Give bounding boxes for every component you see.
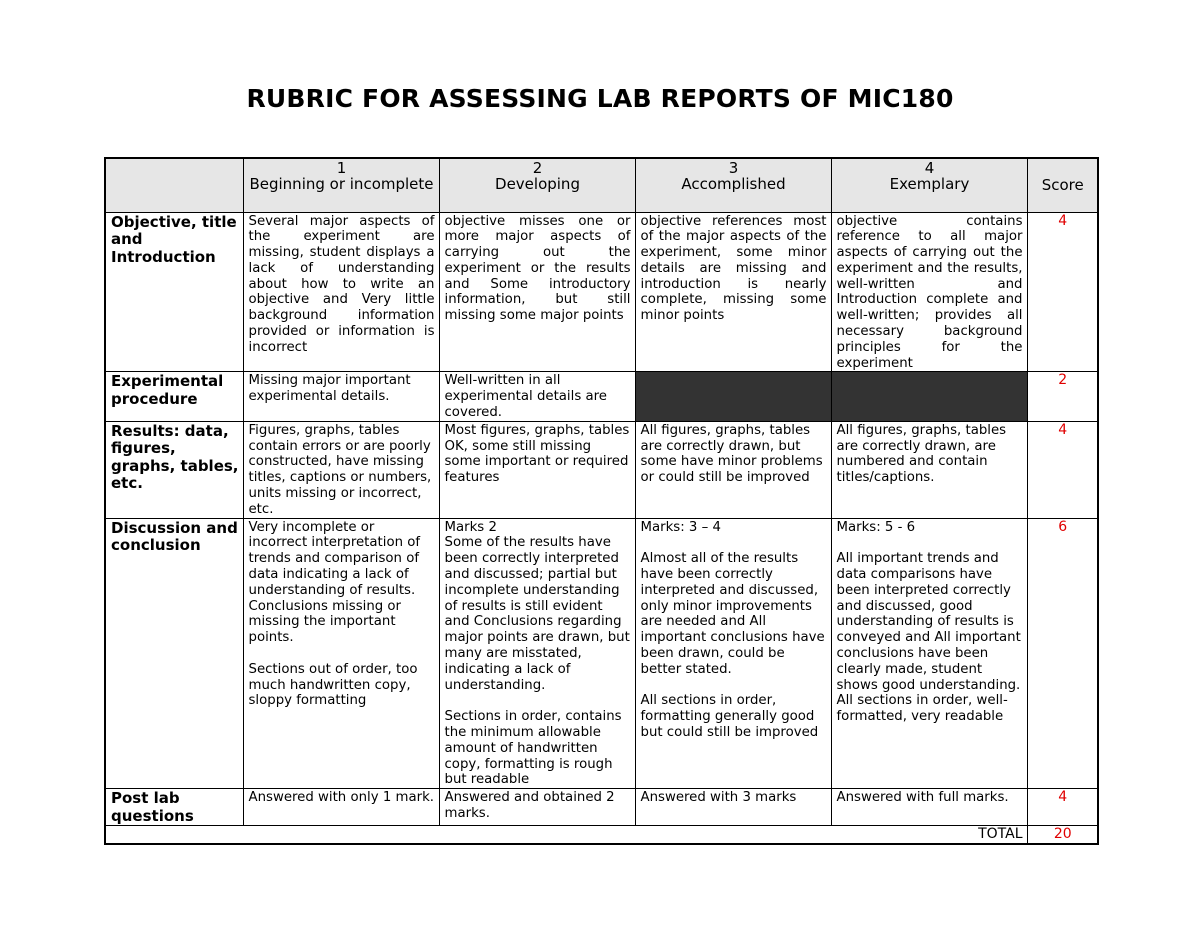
level-1-cell: Answered with only 1 mark. (243, 789, 439, 826)
cell-paragraph: Marks 2 (444, 519, 497, 535)
level-3-cell: objective references most of the major aspects of the experiment, some minor details are missing and introduction is nearly complete, missing some minor points (635, 212, 831, 372)
table-row (105, 518, 1098, 789)
level-number: 4 (924, 159, 935, 177)
header-score: Score (1027, 158, 1098, 212)
total-score: 20 (1027, 826, 1098, 844)
score-cell: 4 (1027, 212, 1098, 372)
score-cell: 6 (1027, 518, 1098, 789)
criterion-cell: Results: data, figures, graphs, tables, etc. (105, 421, 243, 518)
level-4-cell: Answered with full marks. (831, 789, 1027, 826)
table-row (105, 421, 1098, 518)
level-2-cell (439, 518, 635, 789)
level-1-cell: Figures, graphs, tables contain errors or are poorly constructed, have missing titles, captions or numbers, units missing or incorrect, etc. (243, 421, 439, 518)
cell-paragraph: Some of the results have been correctly interpreted and discussed; partial but incomplete understanding of results is still evident and Conclusions regarding major points are drawn, but many are misstated, indicating a lack of understanding. (444, 535, 630, 693)
criterion-cell: Objective, title and Introduction (105, 212, 243, 372)
cell-paragraph: Sections out of order, too much handwritten copy, sloppy formatting (248, 661, 418, 709)
criterion-cell: Post lab questions (105, 789, 243, 826)
level-4-cell (831, 518, 1027, 789)
level-label: Developing (495, 175, 580, 193)
cell-paragraph: All sections in order, formatting generally good but could still be improved (640, 693, 819, 740)
cell-paragraph: Very incomplete or incorrect interpretation of trends and comparison of data indicating a lack of understanding of results. Conclusions missing or missing the important points. (248, 519, 421, 646)
level-number: 1 (336, 159, 347, 177)
table-row (105, 372, 1098, 421)
cell-paragraph: Sections in order, contains the minimum allowable amount of handwritten copy, formatting is rough but readable (444, 709, 622, 788)
level-1-cell: Missing major important experimental details. (243, 372, 439, 421)
header-level-4 (831, 158, 1027, 212)
level-4-cell: All figures, graphs, tables are correctly drawn, are numbered and contain titles/captions. (831, 421, 1027, 518)
header-level-1 (243, 158, 439, 212)
level-4-cell-blocked (831, 372, 1027, 421)
level-3-cell-blocked (635, 372, 831, 421)
score-cell: 4 (1027, 421, 1098, 518)
table-row (105, 212, 1098, 372)
header-criterion-cell (105, 158, 243, 212)
criterion-cell: Discussion and conclusion (105, 518, 243, 789)
level-4-cell: objective contains reference to all major aspects of carrying out the experiment and the results, well-written and Introduction complete and well-written; provides all necessary background principles for the experiment (831, 212, 1027, 372)
level-label: Beginning or incomplete (249, 175, 434, 193)
table-row (105, 789, 1098, 826)
level-label: Accomplished (681, 175, 786, 193)
score-cell: 2 (1027, 372, 1098, 421)
level-1-cell (243, 518, 439, 789)
level-3-cell: All figures, graphs, tables are correctly drawn, but some have minor problems or could still be improved (635, 421, 831, 518)
cell-paragraph: Marks: 5 - 6 (836, 519, 916, 535)
level-label: Exemplary (889, 175, 970, 193)
page-title: RUBRIC FOR ASSESSING LAB REPORTS OF MIC180 (246, 84, 954, 113)
total-label: TOTAL (105, 826, 1027, 844)
cell-paragraph: Almost all of the results have been correctly interpreted and discussed, only minor improvements are needed and All important conclusions have been drawn, could be better stated. (640, 551, 825, 677)
level-2-cell: Answered and obtained 2 marks. (439, 789, 635, 826)
rubric-table (104, 157, 1099, 845)
cell-paragraph: Marks: 3 – 4 (640, 519, 721, 535)
total-row (105, 826, 1098, 844)
header-level-3 (635, 158, 831, 212)
level-2-cell: objective misses one or more major aspects of carrying out the experiment or the results and Some introductory information, but still missing some major points (439, 212, 635, 372)
cell-paragraph: All sections in order, well-formatted, very readable (836, 693, 1008, 725)
cell-paragraph: All important trends and data comparisons have been interpreted correctly and discussed, good understanding of results is conveyed and All important conclusions have been clearly made, student shows good understanding. (836, 551, 1021, 693)
level-3-cell: Answered with 3 marks (635, 789, 831, 826)
level-2-cell: Well-written in all experimental details are covered. (439, 372, 635, 421)
level-number: 3 (728, 159, 739, 177)
level-number: 2 (532, 159, 543, 177)
header-row (105, 158, 1098, 212)
criterion-cell: Experimental procedure (105, 372, 243, 421)
level-1-cell: Several major aspects of the experiment are missing, student displays a lack of understanding about how to write an objective and Very little background information provided or information is incorrect (243, 212, 439, 372)
level-2-cell: Most figures, graphs, tables OK, some still missing some important or required features (439, 421, 635, 518)
header-level-2 (439, 158, 635, 212)
level-3-cell (635, 518, 831, 789)
score-cell: 4 (1027, 789, 1098, 826)
